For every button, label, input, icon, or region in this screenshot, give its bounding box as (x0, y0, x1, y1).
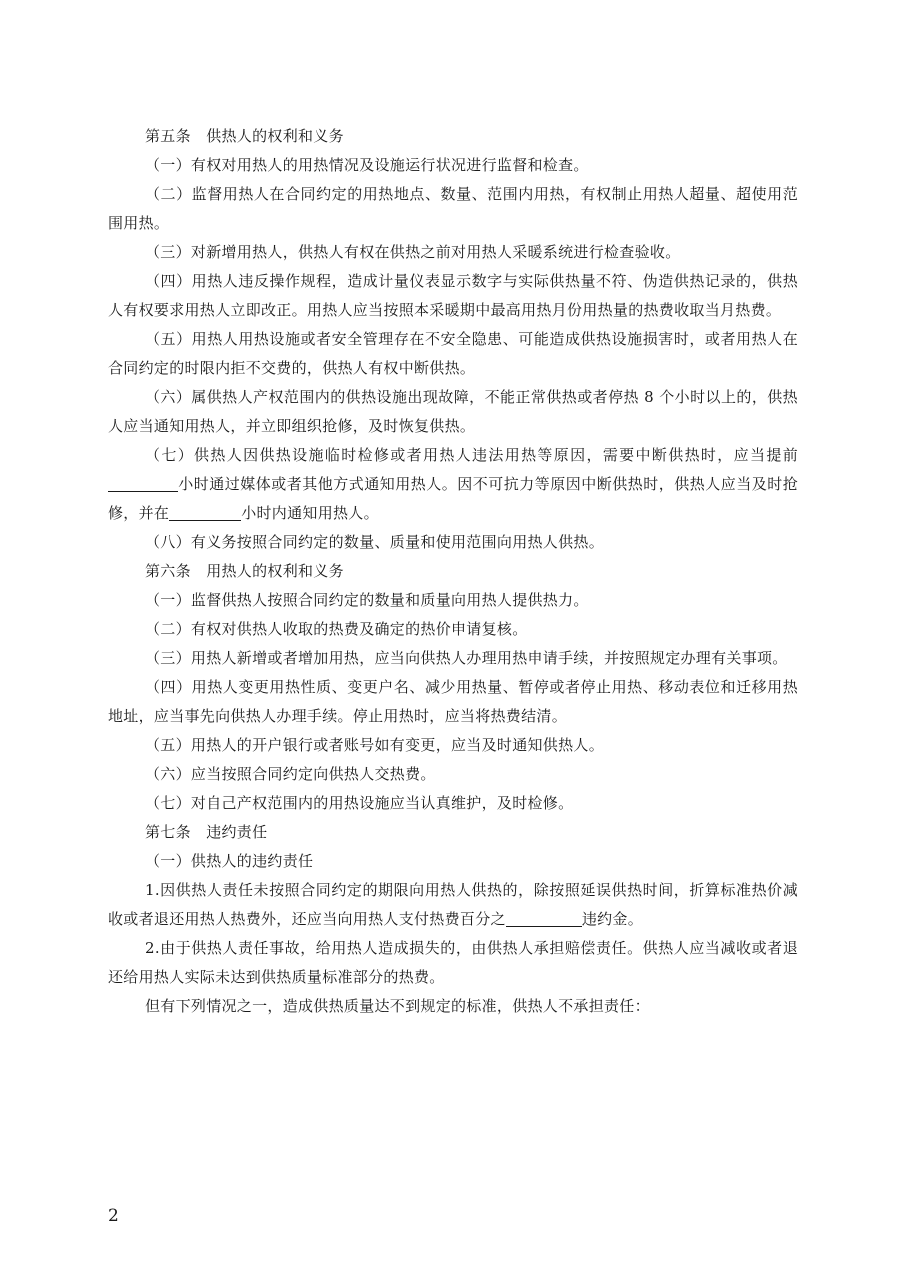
article-7-heading: 第七条 违约责任 (145, 823, 268, 841)
paragraph: （六）应当按照合同约定向供热人交热费。 (145, 765, 436, 783)
paragraph: （一）监督供热人按照合同约定的数量和质量向用热人提供热力。 (145, 591, 589, 609)
paragraph: （三）用热人新增或者增加用热，应当向供热人办理用热申请手续，并按照规定办理有关事项。 (145, 649, 788, 667)
paragraph: 2.由于供热人责任事故，给用热人造成损失的，由供热人承担赔偿责任。供热人应当减收或者退还给用热人实际未达到供热质量标准部分的热费。 (108, 939, 798, 986)
paragraph: （六）属供热人产权范围内的供热设施出现故障，不能正常供热或者停热 8 个小时以上的，供热人应当通知用热人，并立即组织抢修，及时恢复供热。 (108, 388, 798, 435)
text-segment: 违约金。 (581, 910, 644, 928)
page-number: 2 (108, 1206, 119, 1226)
fill-blank[interactable] (506, 910, 582, 927)
paragraph: （一）有权对用热人的用热情况及设施运行状况进行监督和检查。 (145, 156, 589, 174)
paragraph: （二）监督用热人在合同约定的用热地点、数量、范围内用热，有权制止用热人超量、超使用范围用热。 (108, 185, 798, 232)
document-body (108, 122, 798, 1021)
text-segment: 小时内通知用热人。 (241, 504, 379, 522)
text-segment: 1.因供热人责任未按照合同约定的期限向用热人供热的，除按照延误供热时间，折算标准热价减收或者退还用热人热费外，还应当向用热人支付热费百分之 (108, 881, 798, 928)
paragraph: 但有下列情况之一，造成供热质量达不到规定的标准，供热人不承担责任： (145, 997, 650, 1015)
paragraph: （五）用热人用热设施或者安全管理存在不安全隐患、可能造成供热设施损害时，或者用热人在合同约定的时限内拒不交费的，供热人有权中断供热。 (108, 330, 798, 377)
paragraph: （一）供热人的违约责任 (145, 852, 314, 870)
paragraph: （七）对自己产权范围内的用热设施应当认真维护，及时检修。 (145, 794, 574, 812)
paragraph-with-blank (108, 876, 798, 934)
text-segment: （七）供热人因供热设施临时检修或者用热人违法用热等原因，需要中断供热时，应当提前 (145, 446, 798, 464)
text-segment: 小时通过媒体或者其他方式通知用热人。因不可抗力等原因中断供热时，供热人应当及时抢修，并在 (108, 475, 798, 522)
paragraph: （三）对新增用热人，供热人有权在供热之前对用热人采暖系统进行检查验收。 (145, 243, 681, 261)
paragraph: （八）有义务按照合同约定的数量、质量和使用范围向用热人供热。 (145, 533, 605, 551)
paragraph: （五）用热人的开户银行或者账号如有变更，应当及时通知供热人。 (145, 736, 605, 754)
fill-blank[interactable] (169, 504, 241, 521)
fill-blank[interactable] (108, 475, 178, 492)
paragraph: （二）有权对供热人收取的热费及确定的热价申请复核。 (145, 620, 528, 638)
article-6-heading: 第六条 用热人的权利和义务 (145, 562, 344, 580)
article-5-heading: 第五条 供热人的权利和义务 (145, 127, 344, 145)
paragraph-with-blanks (108, 441, 798, 528)
paragraph: （四）用热人变更用热性质、变更户名、减少用热量、暂停或者停止用热、移动表位和迁移用热地址，应当事先向供热人办理手续。停止用热时，应当将热费结清。 (108, 678, 798, 725)
paragraph: （四）用热人违反操作规程，造成计量仪表显示数字与实际供热量不符、伪造供热记录的，供热人有权要求用热人立即改正。用热人应当按照本采暖期中最高用热月份用热量的热费收取当月热费。 (108, 272, 798, 319)
